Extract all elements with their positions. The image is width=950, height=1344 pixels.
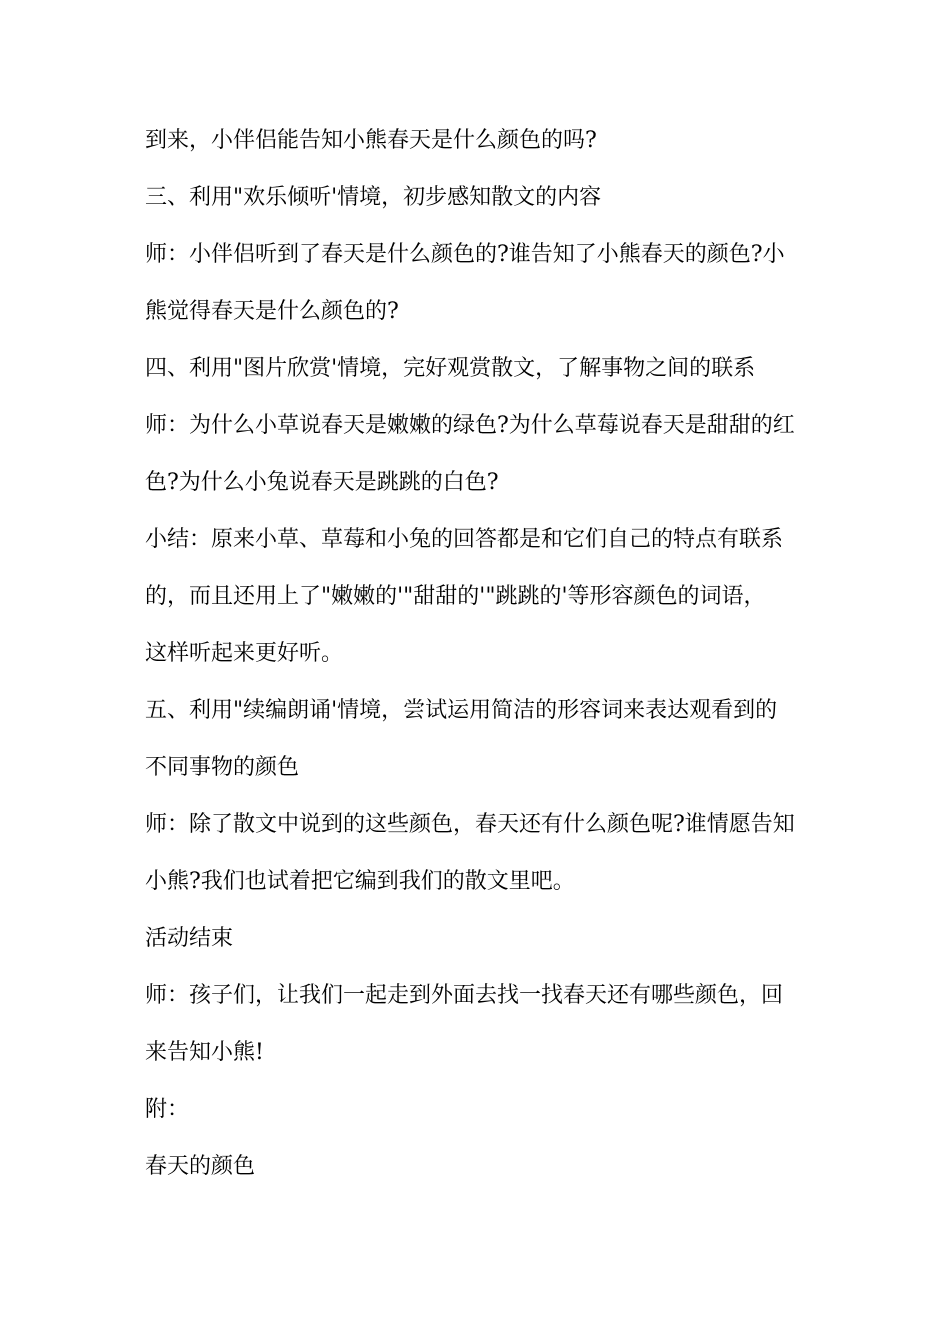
appendix-label: 附： (145, 1097, 190, 1122)
section-heading: 活动结束 (145, 926, 234, 951)
text-line: 师：除了散文中说到的这些颜色，春天还有什么颜色呢?谁情愿告知 (145, 812, 795, 837)
text-line: 来告知小熊! (145, 1040, 264, 1065)
text-line: 这样听起来更好听。 (145, 641, 344, 666)
text-line: 的，而且还用上了"嫩嫩的'"甜甜的'"跳跳的'等形容颜色的词语， (145, 584, 766, 609)
text-line: 师：孩子们，让我们一起走到外面去找一找春天还有哪些颜色，回 (145, 983, 784, 1008)
text-line: 师：小伴侣听到了春天是什么颜色的?谁告知了小熊春天的颜色?小 (145, 242, 785, 267)
text-line: 到来，小伴侣能告知小熊春天是什么颜色的吗? (145, 128, 597, 153)
text-line: 小结：原来小草、草莓和小兔的回答都是和它们自己的特点有联系 (145, 527, 784, 552)
text-line: 不同事物的颜色 (145, 755, 300, 780)
section-heading: 三、利用"欢乐倾听'情境，初步感知散文的内容 (145, 185, 602, 210)
section-heading: 五、利用"续编朗诵'情境，尝试运用简洁的形容词来表达观看到的 (145, 698, 778, 723)
section-heading: 四、利用"图片欣赏'情境，完好观赏散文，了解事物之间的联系 (145, 356, 756, 381)
text-line: 色?为什么小兔说春天是跳跳的白色? (145, 470, 499, 495)
document-body (145, 127, 810, 1210)
text-line: 师：为什么小草说春天是嫩嫩的绿色?为什么草莓说春天是甜甜的红 (145, 413, 795, 438)
appendix-title: 春天的颜色 (145, 1154, 256, 1179)
text-line: 熊觉得春天是什么颜色的? (145, 299, 399, 324)
text-line: 小熊?我们也试着把它编到我们的散文里吧。 (145, 869, 575, 894)
